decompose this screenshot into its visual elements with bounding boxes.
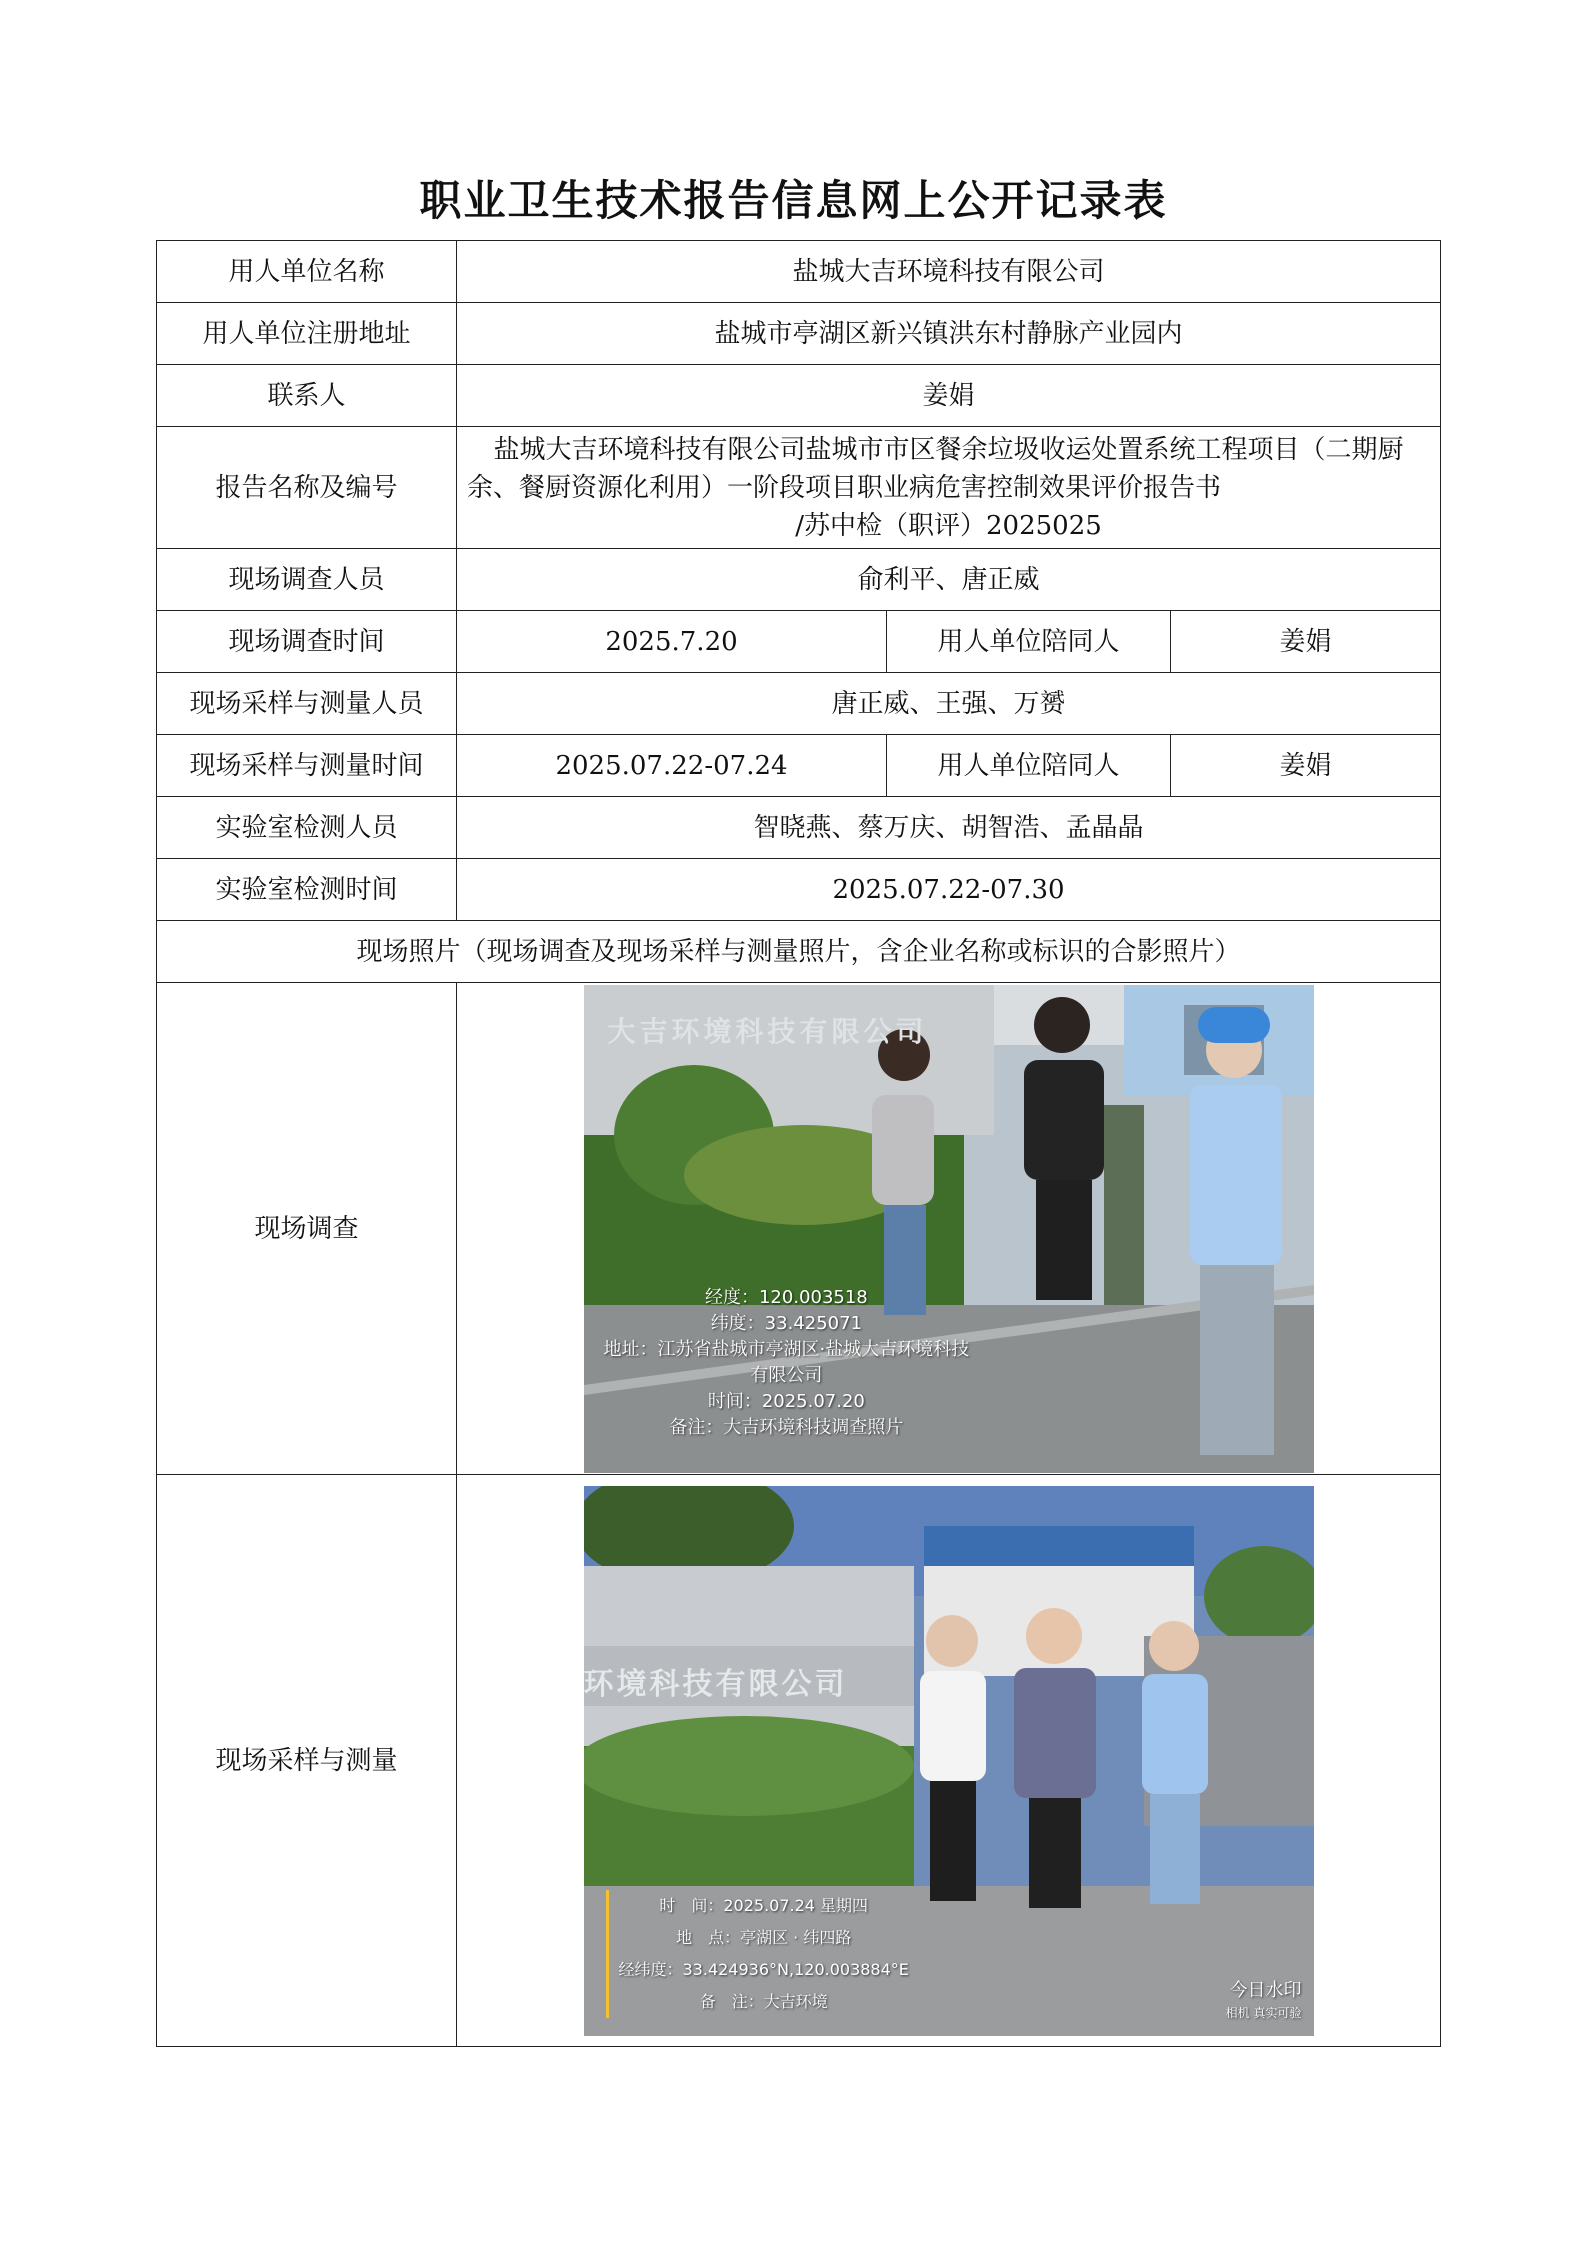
value-survey-time: 2025.7.20 [457, 611, 887, 673]
overlay-time-2: 时 间：2025.07.24 星期四 [659, 1895, 869, 1915]
value-report [457, 427, 1441, 549]
record-table [156, 240, 1441, 2047]
value-employer-name: 盐城大吉环境科技有限公司 [457, 241, 1441, 303]
company-sign-2: 环境科技有限公司 [583, 1666, 848, 1702]
report-line-1: 盐城大吉环境科技有限公司盐城市市区餐余垃圾收运处置系统工程项目（二期厨 [493, 434, 1404, 465]
overlay-note-2: 备 注：大吉环境 [699, 1991, 828, 2011]
label-contact: 联系人 [157, 365, 457, 427]
overlay-latitude: 纬度：33.425071 [710, 1312, 863, 1334]
company-sign: 大吉环境科技有限公司 [607, 1014, 928, 1048]
row-lab-time [157, 859, 1441, 921]
label-survey-time: 现场调查时间 [157, 611, 457, 673]
row-report [157, 427, 1441, 549]
value-sampling-time: 2025.07.22-07.24 [457, 735, 887, 797]
row-photo-survey [157, 983, 1441, 1475]
overlay-coords: 经纬度：33.424936°N,120.003884°E [618, 1959, 909, 1979]
value-lab-staff: 智晓燕、蔡万庆、胡智浩、孟晶晶 [457, 797, 1441, 859]
label-employer-name: 用人单位名称 [157, 241, 457, 303]
overlay-place: 地 点：亭湖区 · 纬四路 [676, 1927, 852, 1947]
row-sampling-time [157, 735, 1441, 797]
value-employer-address: 盐城市亭湖区新兴镇洪东村静脉产业园内 [457, 303, 1441, 365]
overlay-note: 备注：大吉环境科技调查照片 [669, 1416, 904, 1438]
photos-header: 现场照片（现场调查及现场采样与测量照片，含企业名称或标识的合影照片） [157, 921, 1441, 983]
watermark-subtitle: 相机 真实可验 [1225, 2005, 1302, 2020]
overlay-longitude: 经度：120.003518 [704, 1286, 868, 1308]
value-contact: 姜娟 [457, 365, 1441, 427]
label-employer-address: 用人单位注册地址 [157, 303, 457, 365]
label-lab-time: 实验室检测时间 [157, 859, 457, 921]
survey-photo [584, 985, 1314, 1473]
label-photo-survey: 现场调查 [157, 983, 457, 1475]
row-survey-time [157, 611, 1441, 673]
page-title: 职业卫生技术报告信息网上公开记录表 [419, 176, 1168, 225]
row-employer-address [157, 303, 1441, 365]
label-survey-staff: 现场调查人员 [157, 549, 457, 611]
label-report: 报告名称及编号 [157, 427, 457, 549]
sampling-photo [584, 1486, 1314, 2036]
label-photo-sampling: 现场采样与测量 [157, 1475, 457, 2047]
value-sampling-staff: 唐正威、王强、万赟 [457, 673, 1441, 735]
overlay-address-cont: 有限公司 [750, 1364, 823, 1386]
watermark-badge [1226, 1980, 1302, 2024]
label-sampling-companion: 用人单位陪同人 [887, 735, 1171, 797]
sampling-photo-overlay [606, 1890, 909, 2018]
overlay-time: 时间：2025.07.20 [707, 1390, 865, 1412]
value-sampling-companion: 姜娟 [1171, 735, 1441, 797]
label-survey-companion: 用人单位陪同人 [887, 611, 1171, 673]
row-photo-sampling [157, 1475, 1441, 2047]
row-lab-staff [157, 797, 1441, 859]
row-employer-name [157, 241, 1441, 303]
row-survey-staff [157, 549, 1441, 611]
survey-photo-overlay [604, 1285, 970, 1441]
value-survey-companion: 姜娟 [1171, 611, 1441, 673]
label-lab-staff: 实验室检测人员 [157, 797, 457, 859]
label-sampling-staff: 现场采样与测量人员 [157, 673, 457, 735]
report-line-2: 余、餐厨资源化利用）一阶段项目职业病危害控制效果评价报告书 [467, 472, 1222, 503]
row-sampling-staff [157, 673, 1441, 735]
row-contact [157, 365, 1441, 427]
report-line-3: /苏中检（职评）2025025 [795, 510, 1102, 541]
label-sampling-time: 现场采样与测量时间 [157, 735, 457, 797]
overlay-address: 地址：江苏省盐城市亭湖区·盐城大吉环境科技 [603, 1338, 970, 1360]
value-lab-time: 2025.07.22-07.30 [457, 859, 1441, 921]
value-survey-staff: 俞利平、唐正威 [457, 549, 1441, 611]
row-photos-header [157, 921, 1441, 983]
watermark-title: 今日水印 [1229, 1979, 1302, 2001]
